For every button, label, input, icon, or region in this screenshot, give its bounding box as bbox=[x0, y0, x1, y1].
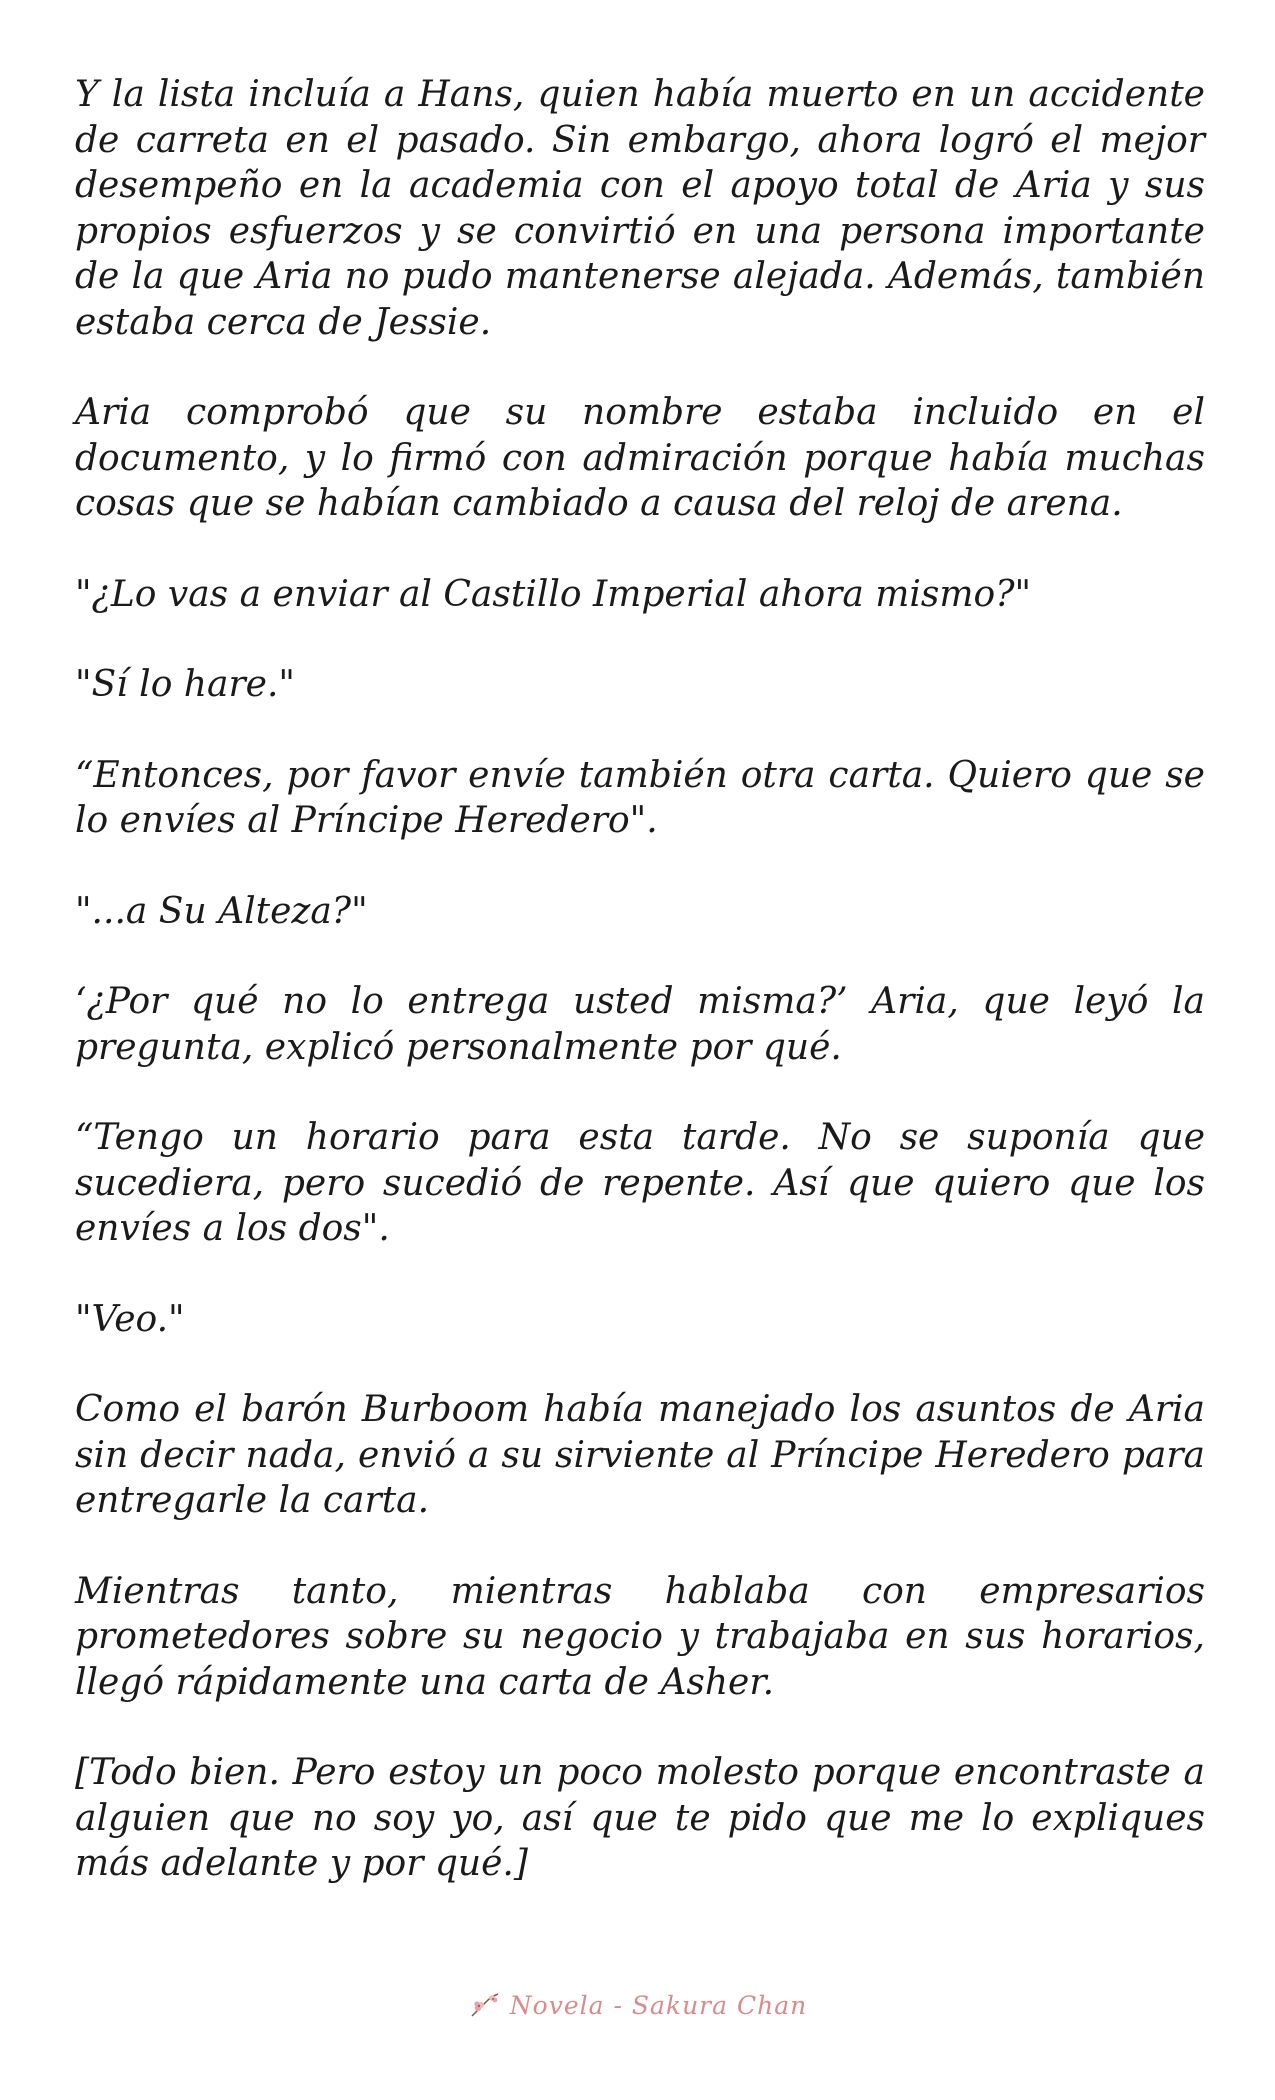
paragraph: "...a Su Alteza?" bbox=[75, 890, 368, 932]
paragraph: "¿Lo vas a enviar al Castillo Imperial ahora mismo?" bbox=[75, 573, 1032, 615]
paragraph: Mientras tanto, mientras hablaba con empresarios prometedores sobre su negocio y trabajaba en sus horarios, llegó rápidamente una carta de Asher. bbox=[75, 1570, 1205, 1703]
paragraph: Como el barón Burboom había manejado los asuntos de Aria sin decir nada, envió a su sirviente al Príncipe Heredero para entregarle la carta. bbox=[75, 1389, 1205, 1521]
paragraph: Aria comprobó que su nombre estaba incluido en el documento, y lo firmó con admiración porque había muchas cosas que se habían cambiado a causa del reloj de arena. bbox=[75, 392, 1205, 524]
paragraph: “Entonces, por favor envíe también otra carta. Quiero que se lo envíes al Príncipe Heredero". bbox=[75, 754, 1205, 841]
cherry-blossom-icon bbox=[468, 1990, 502, 2020]
paragraph: "Veo." bbox=[75, 1298, 185, 1340]
paragraph: ‘¿Por qué no lo entrega usted misma?’ Aria, que leyó la pregunta, explicó personalmente por qué. bbox=[75, 981, 1205, 1068]
watermark bbox=[468, 1990, 807, 2020]
paragraph: "Sí lo hare." bbox=[75, 664, 295, 705]
document-body bbox=[75, 72, 1205, 1932]
watermark-footer bbox=[0, 1990, 1275, 2020]
watermark-text: Novela - Sakura Chan bbox=[509, 1990, 808, 2020]
paragraph: Y la lista incluía a Hans, quien había muerto en un accidente de carreta en el pasado. Sin embargo, ahora logró el mejor desempeño en la academia con el apoyo total de Aria y sus propios esfuerzos y se convirtió en una persona importante de la que Aria no pudo mantenerse alejada. Además, también estaba cerca de Jessie. bbox=[75, 74, 1205, 343]
paragraph: [Todo bien. Pero estoy un poco molesto porque encontraste a alguien que no soy yo, así que te pido que me lo expliques más adelante y por qué.] bbox=[75, 1752, 1205, 1884]
paragraph: “Tengo un horario para esta tarde. No se suponía que sucediera, pero sucedió de repente. Así que quiero que los envíes a los dos". bbox=[75, 1117, 1205, 1249]
